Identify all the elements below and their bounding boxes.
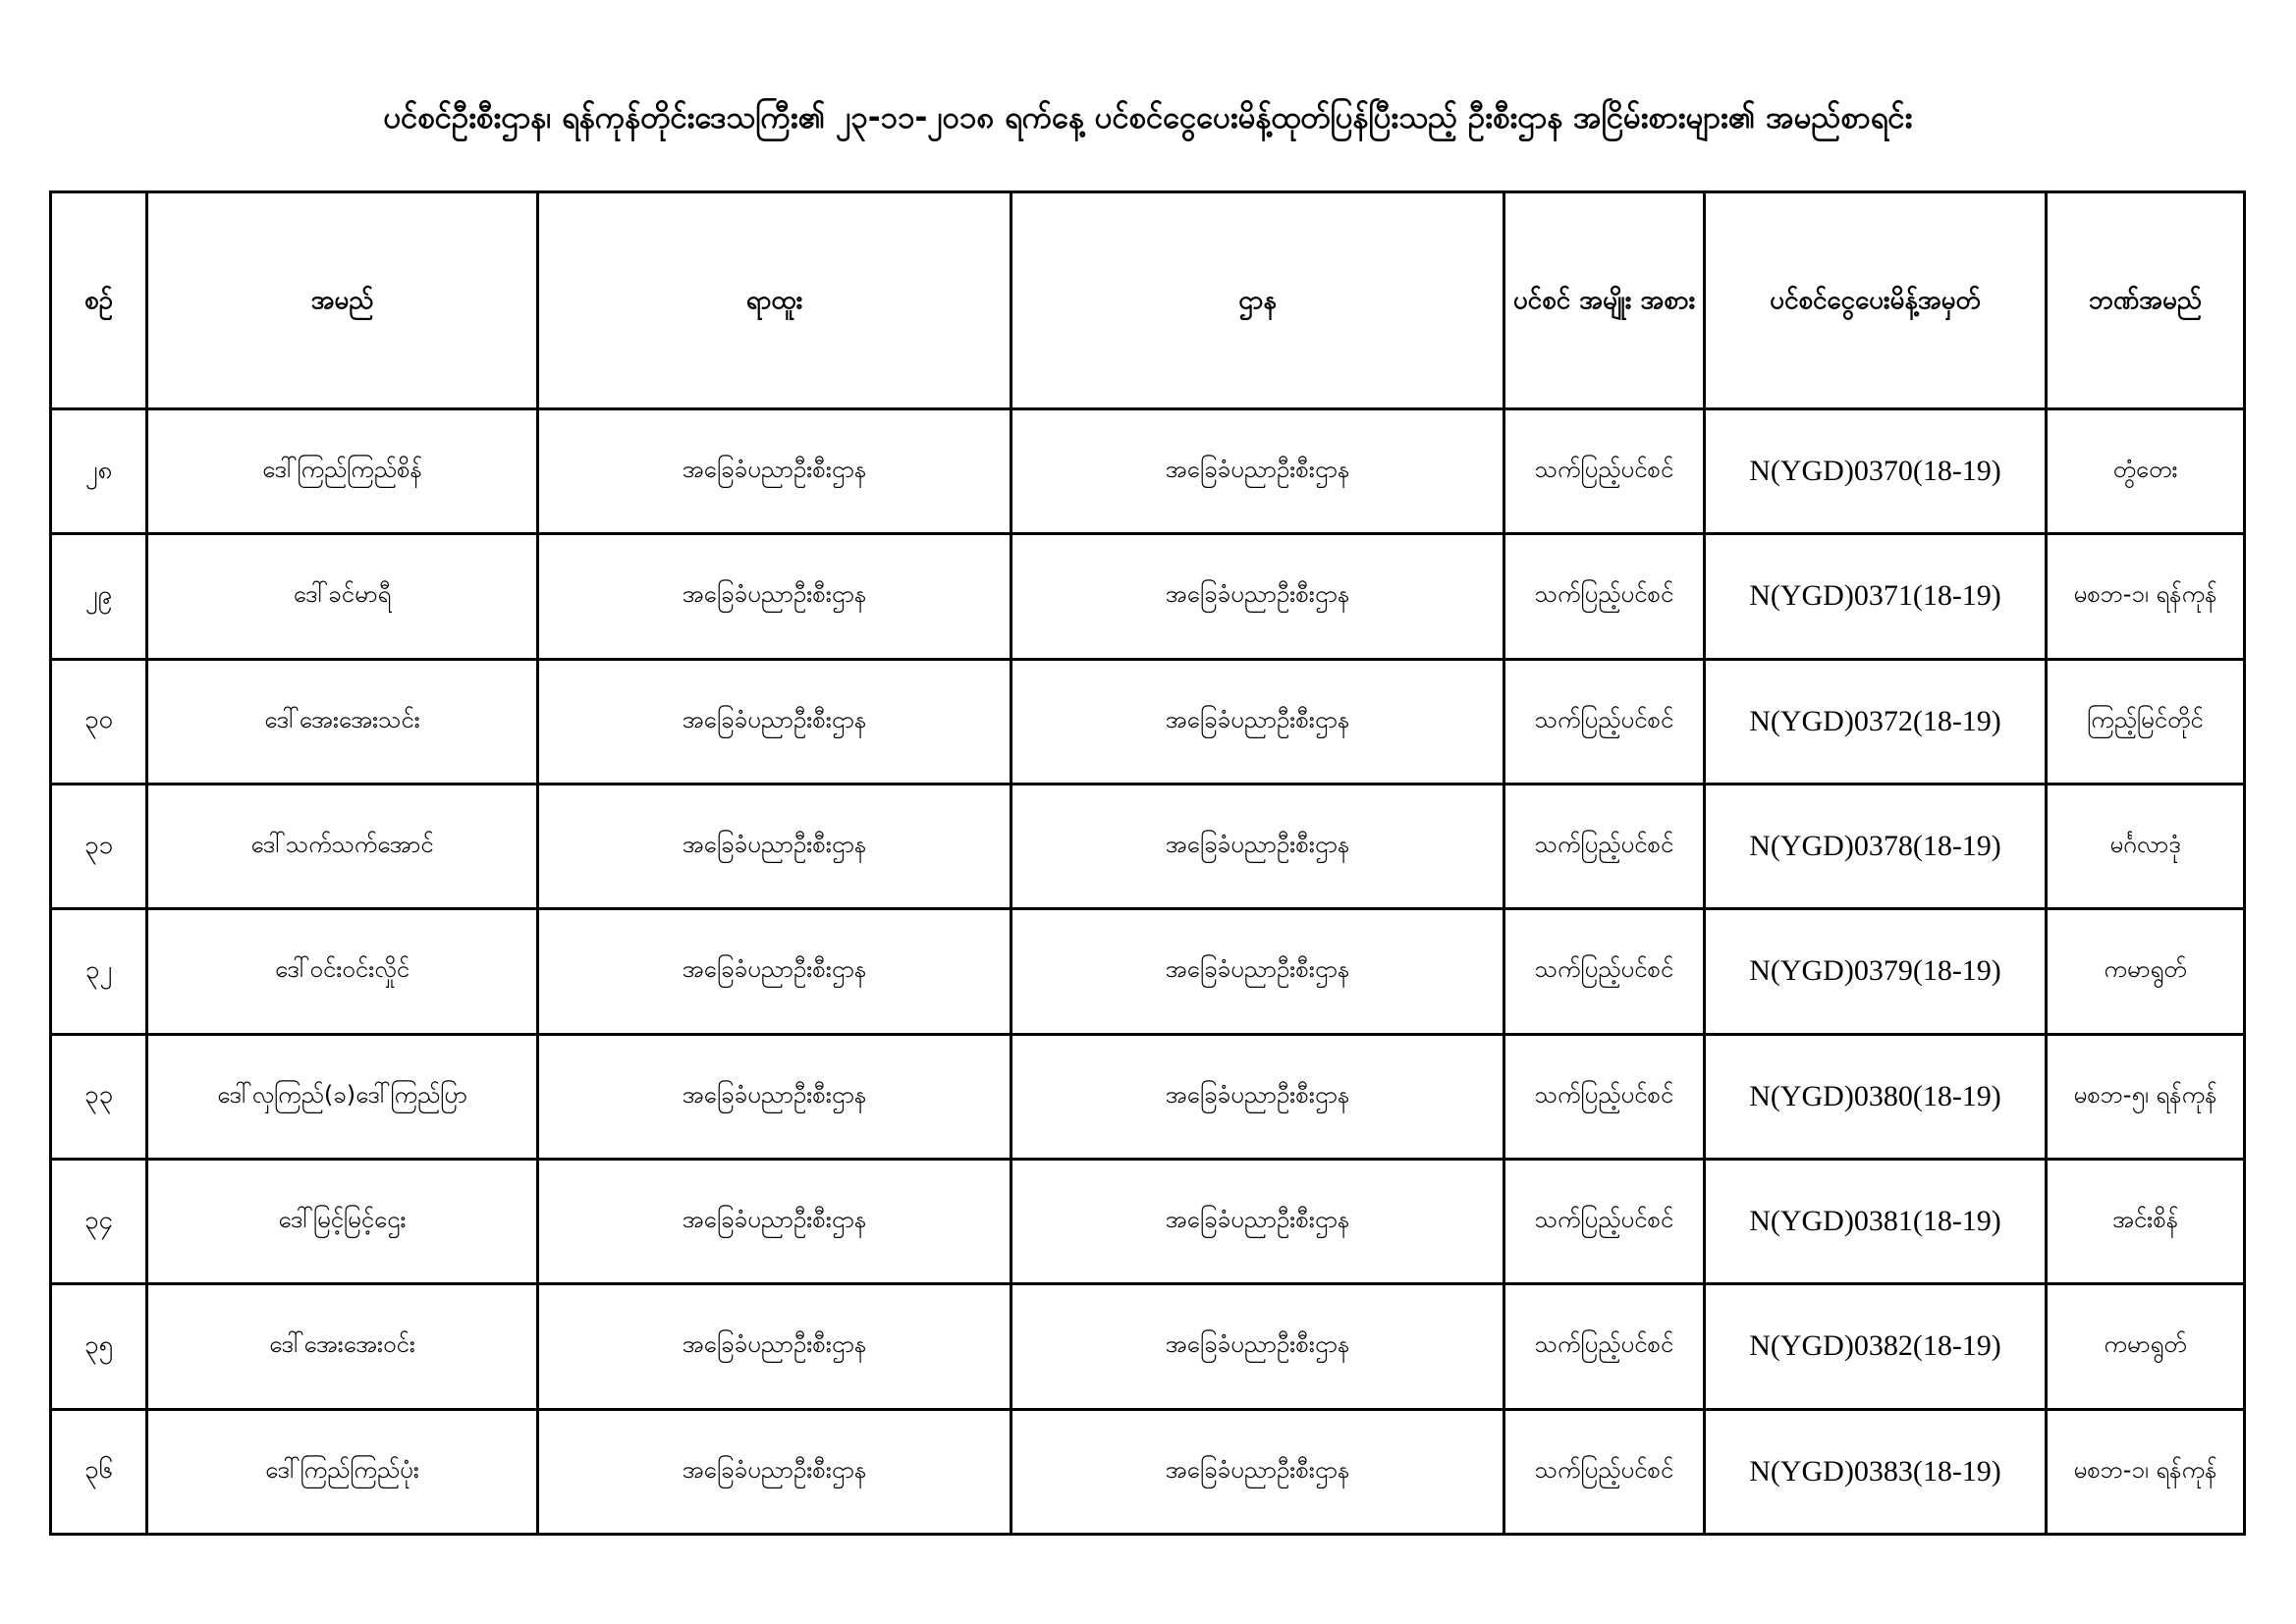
table-row — [51, 659, 2245, 784]
cell-no: ၃၀ — [51, 659, 147, 784]
cell-pension-type: သက်ပြည့်ပင်စင် — [1504, 1409, 1705, 1534]
header-name: အမည် — [147, 192, 538, 409]
cell-bank: မစဘ-၁၊ ရန်ကုန် — [2047, 534, 2245, 659]
table-row — [51, 1284, 2245, 1409]
header-rank: ရာထူး — [538, 192, 1011, 409]
cell-bank: ကြည့်မြင်တိုင် — [2047, 659, 2245, 784]
cell-bank: မင်္ဂလာဒုံ — [2047, 784, 2245, 908]
cell-rank: အခြေခံပညာဦးစီးဌာန — [538, 1034, 1011, 1159]
cell-permit-no: N(YGD)0371(18-19) — [1705, 534, 2047, 659]
cell-no: ၃၂ — [51, 909, 147, 1034]
cell-pension-type: သက်ပြည့်ပင်စင် — [1504, 909, 1705, 1034]
cell-department: အခြေခံပညာဦးစီးဌာန — [1011, 1284, 1504, 1409]
cell-rank: အခြေခံပညာဦးစီးဌာန — [538, 659, 1011, 784]
cell-name: ဒေါ်ဝင်းဝင်းလှိုင် — [147, 909, 538, 1034]
cell-bank: ကမာရွတ် — [2047, 1284, 2245, 1409]
table-row — [51, 784, 2245, 908]
cell-permit-no: N(YGD)0383(18-19) — [1705, 1409, 2047, 1534]
header-permit-no: ပင်စင်ငွေပေးမိန့်အမှတ် — [1705, 192, 2047, 409]
cell-no: ၃၄ — [51, 1159, 147, 1283]
cell-permit-no: N(YGD)0382(18-19) — [1705, 1284, 2047, 1409]
cell-permit-no: N(YGD)0381(18-19) — [1705, 1159, 2047, 1283]
cell-department: အခြေခံပညာဦးစီးဌာန — [1011, 659, 1504, 784]
cell-name: ဒေါ်လှကြည်(ခ)ဒေါ်ကြည်ပြာ — [147, 1034, 538, 1159]
header-bank: ဘဏ်အမည် — [2047, 192, 2245, 409]
cell-no: ၂၉ — [51, 534, 147, 659]
cell-name: ဒေါ်ကြည်ကြည်စိန် — [147, 409, 538, 534]
cell-pension-type: သက်ပြည့်ပင်စင် — [1504, 409, 1705, 534]
cell-rank: အခြေခံပညာဦးစီးဌာန — [538, 534, 1011, 659]
page-title: ပင်စင်ဦးစီးဌာန၊ ရန်ကုန်တိုင်းဒေသကြီး၏ ၂၃-၁၁-၂၀၁၈ ရက်နေ့ ပင်စင်ငွေပေးမိန့်ထုတ်ပြန်ပြီးသည့် ဦးစီးဌာန အငြိမ်းစားများ၏ အမည်စာရင်း — [383, 100, 1913, 135]
header-department: ဌာန — [1011, 192, 1504, 409]
table-row — [51, 1159, 2245, 1283]
cell-rank: အခြေခံပညာဦးစီးဌာန — [538, 909, 1011, 1034]
pensioner-table — [49, 190, 2246, 1536]
cell-name: ဒေါ်သက်သက်အောင် — [147, 784, 538, 908]
cell-rank: အခြေခံပညာဦးစီးဌာန — [538, 1409, 1011, 1534]
cell-no: ၃၃ — [51, 1034, 147, 1159]
cell-department: အခြေခံပညာဦးစီးဌာန — [1011, 1409, 1504, 1534]
cell-no: ၃၁ — [51, 784, 147, 908]
cell-permit-no: N(YGD)0370(18-19) — [1705, 409, 2047, 534]
cell-permit-no: N(YGD)0380(18-19) — [1705, 1034, 2047, 1159]
cell-bank: အင်းစိန် — [2047, 1159, 2245, 1283]
cell-rank: အခြေခံပညာဦးစီးဌာန — [538, 409, 1011, 534]
cell-rank: အခြေခံပညာဦးစီးဌာန — [538, 1159, 1011, 1283]
cell-pension-type: သက်ပြည့်ပင်စင် — [1504, 1284, 1705, 1409]
cell-pension-type: သက်ပြည့်ပင်စင် — [1504, 1159, 1705, 1283]
header-pension-type: ပင်စင် အမျိုး အစား — [1504, 192, 1705, 409]
cell-department: အခြေခံပညာဦးစီးဌာန — [1011, 1159, 1504, 1283]
cell-permit-no: N(YGD)0379(18-19) — [1705, 909, 2047, 1034]
cell-pension-type: သက်ပြည့်ပင်စင် — [1504, 1034, 1705, 1159]
cell-permit-no: N(YGD)0378(18-19) — [1705, 784, 2047, 908]
cell-department: အခြေခံပညာဦးစီးဌာန — [1011, 909, 1504, 1034]
cell-pension-type: သက်ပြည့်ပင်စင် — [1504, 534, 1705, 659]
cell-rank: အခြေခံပညာဦးစီးဌာန — [538, 784, 1011, 908]
table-row — [51, 1034, 2245, 1159]
table-row — [51, 534, 2245, 659]
cell-name: ဒေါ်ကြည်ကြည်ပုံး — [147, 1409, 538, 1534]
cell-bank: ကမာရွတ် — [2047, 909, 2245, 1034]
cell-no: ၃၆ — [51, 1409, 147, 1534]
cell-name: ဒေါ်ခင်မာရီ — [147, 534, 538, 659]
cell-department: အခြေခံပညာဦးစီးဌာန — [1011, 784, 1504, 908]
cell-pension-type: သက်ပြည့်ပင်စင် — [1504, 659, 1705, 784]
cell-bank: မစဘ-၅၊ ရန်ကုန် — [2047, 1034, 2245, 1159]
cell-bank: မစဘ-၁၊ ရန်ကုန် — [2047, 1409, 2245, 1534]
cell-department: အခြေခံပညာဦးစီးဌာန — [1011, 1034, 1504, 1159]
cell-department: အခြေခံပညာဦးစီးဌာန — [1011, 534, 1504, 659]
table-row — [51, 1409, 2245, 1534]
cell-no: ၂၈ — [51, 409, 147, 534]
cell-name: ဒေါ်မြင့်မြင့်ဌေး — [147, 1159, 538, 1283]
cell-rank: အခြေခံပညာဦးစီးဌာန — [538, 1284, 1011, 1409]
cell-bank: တွံတေး — [2047, 409, 2245, 534]
cell-department: အခြေခံပညာဦးစီးဌာန — [1011, 409, 1504, 534]
cell-name: ဒေါ်အေးအေးသင်း — [147, 659, 538, 784]
table-row — [51, 909, 2245, 1034]
cell-no: ၃၅ — [51, 1284, 147, 1409]
table-header-row — [51, 192, 2245, 409]
cell-name: ဒေါ်အေးအေးဝင်း — [147, 1284, 538, 1409]
cell-pension-type: သက်ပြည့်ပင်စင် — [1504, 784, 1705, 908]
cell-permit-no: N(YGD)0372(18-19) — [1705, 659, 2047, 784]
table-row — [51, 409, 2245, 534]
header-no: စဥ် — [51, 192, 147, 409]
